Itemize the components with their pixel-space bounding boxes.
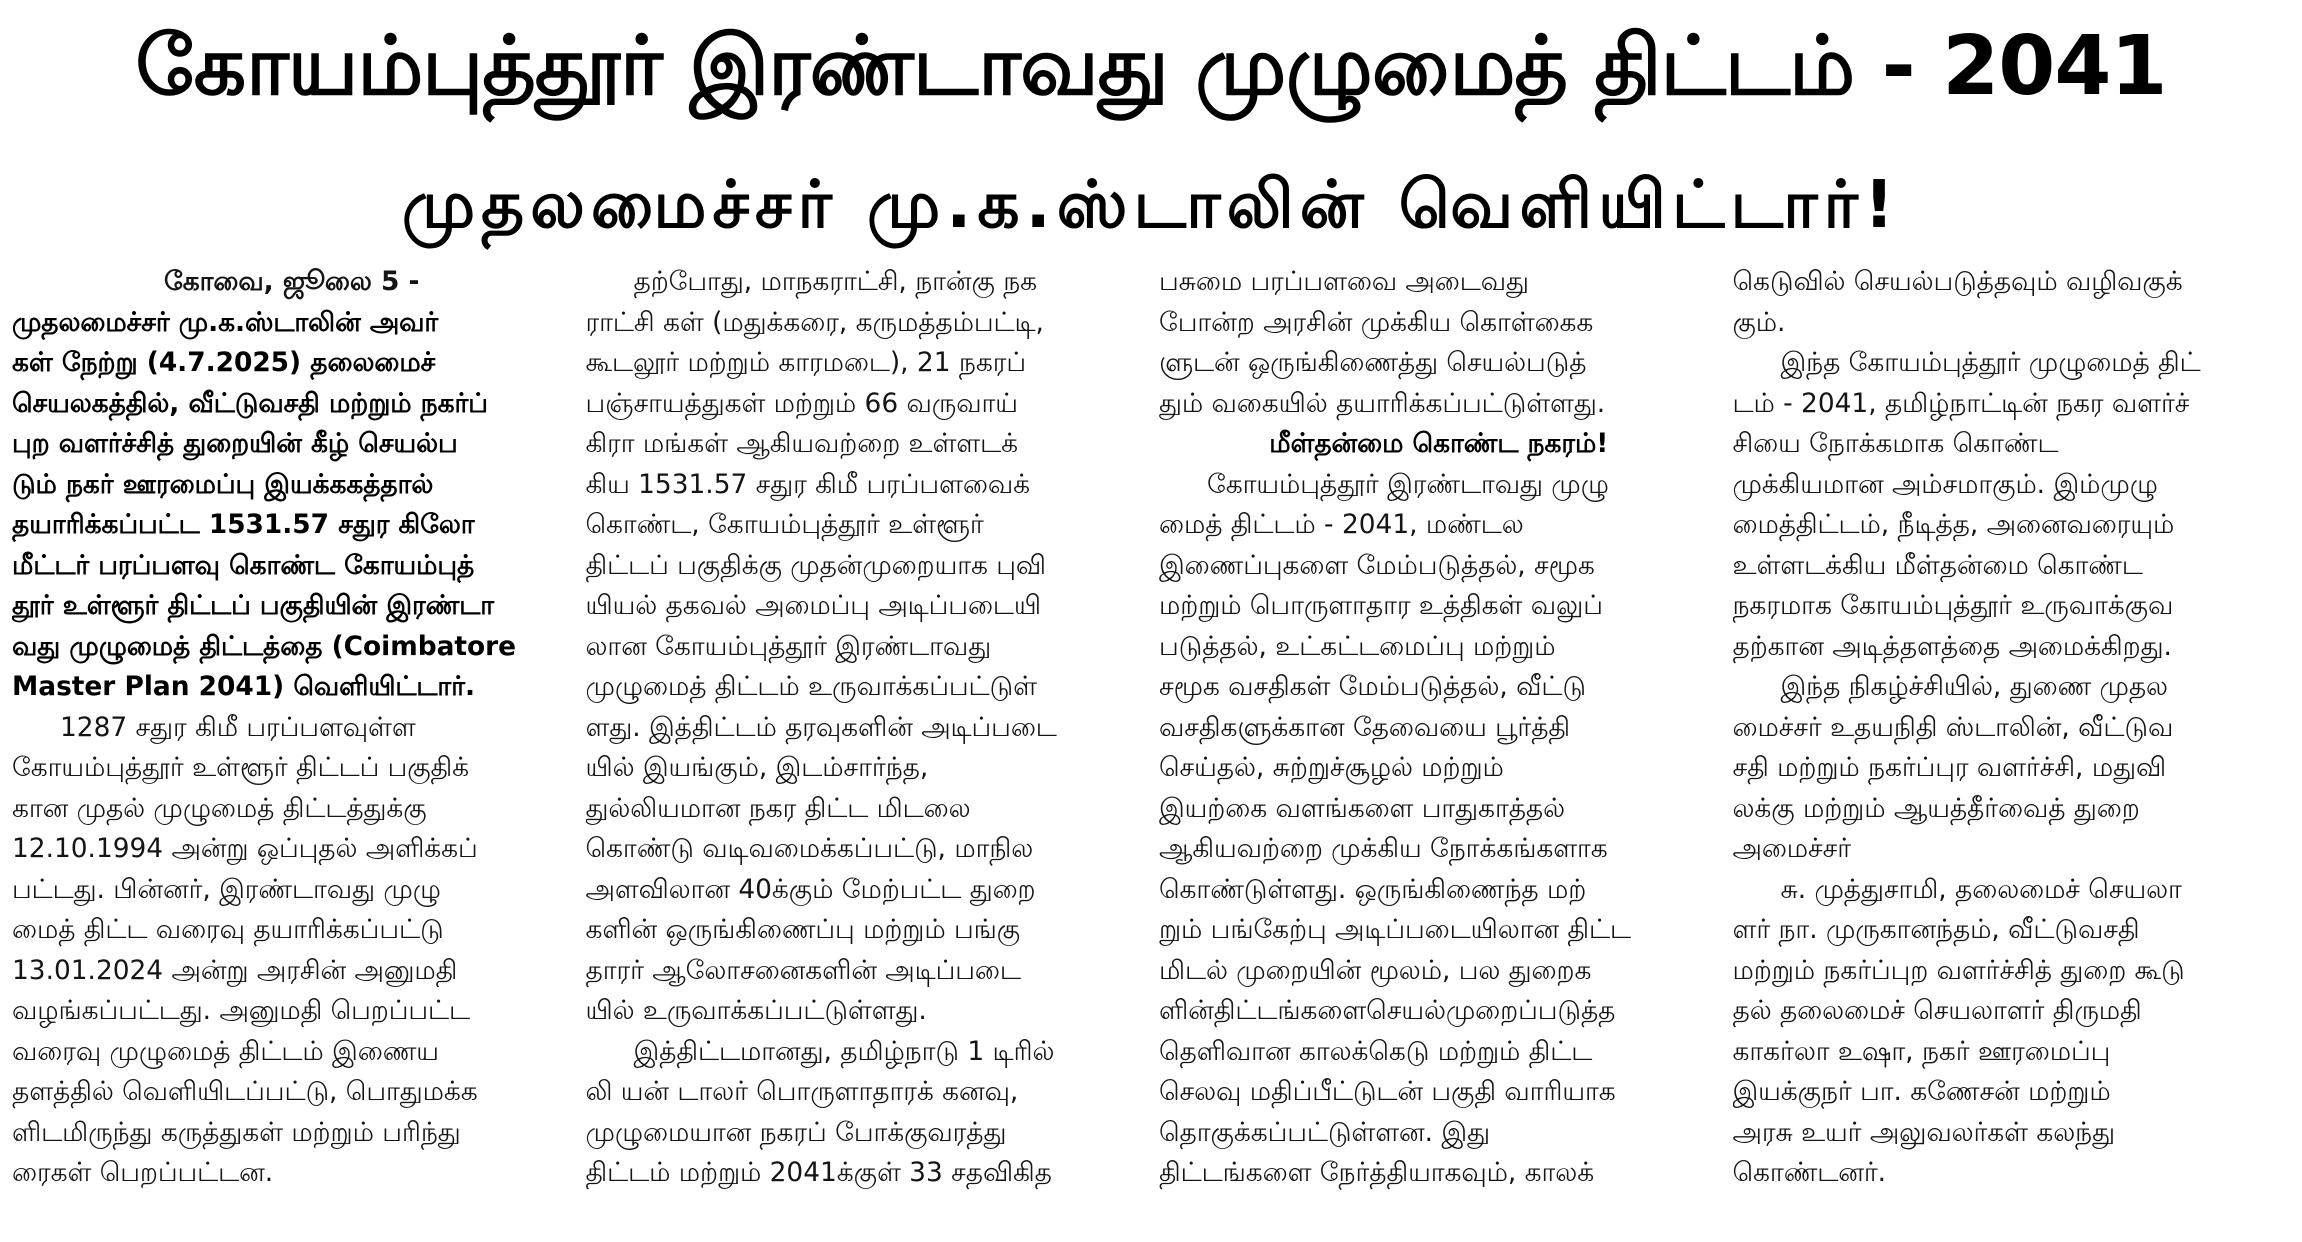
section-subhead: மீள்தன்மை கொண்ட நகரம்!: [1269, 428, 1609, 459]
text-line: லக்கு மற்றும் ஆயத்தீர்வைத் துறை: [1732, 792, 2140, 824]
text-line: ளிடமிருந்து கருத்துகள் மற்றும் பரிந்து: [12, 1116, 461, 1148]
text-line: கூடலூர் மற்றும் காரமடை), 21 நகரப்: [585, 347, 1026, 378]
body-paragraph: [1733, 870, 2293, 1194]
subheadline: முதலமைச்சர் மு.க.ஸ்டாலின் வெளியிட்டார்!: [401, 166, 1901, 243]
text-line: செயலகத்தில், வீட்டுவசதி மற்றும் நகர்ப்: [12, 387, 488, 419]
text-line: முக்கியமான அம்சமாகும். இம்முழு: [1732, 468, 2158, 500]
text-line: பட்டது. பின்னர், இரண்டாவது முழு: [12, 873, 441, 905]
body-paragraph: [1733, 343, 2293, 667]
text-line: முழுமைத் திட்டம் உருவாக்கப்பட்டுள்: [585, 671, 1037, 702]
headline: கோயம்புத்தூர் இரண்டாவது முழுமைத் திட்டம் - 2041: [135, 19, 2167, 114]
dateline: கோவை, ஜூலை 5 -: [164, 266, 420, 297]
text-line: முதலமைச்சர் மு.க.ஸ்டாலின் அவர்: [12, 306, 439, 338]
text-line: கிய 1531.57 சதுர கிமீ பரப்பளவைக்: [585, 468, 1030, 500]
body-paragraph: [12, 708, 572, 1194]
text-line: றும் பங்கேற்பு அடிப்படையிலான திட்ட: [1159, 914, 1632, 945]
text-line: கோயம்புத்தூர் இரண்டாவது முழு: [1207, 468, 1609, 500]
text-line: அளவிலான 40க்கும் மேற்பட்ட துறை: [585, 873, 1036, 905]
text-line: மிடல் முறையின் மூலம், பல துறைக: [1159, 954, 1592, 986]
text-line: சமூக வசதிகள் மேம்படுத்தல், வீட்டு: [1159, 671, 1586, 702]
text-line: வது முழுமைத் திட்டத்தை (Coimbatore: [12, 630, 517, 662]
text-line: இணைப்புகளை மேம்படுத்தல், சமூக: [1159, 549, 1595, 581]
text-line: மற்றும் பொருளாதார உத்திகள் வலுப்: [1159, 590, 1603, 621]
body-paragraph: [1159, 465, 1719, 1194]
text-line: வரைவு முழுமைத் திட்டம் இணைய: [12, 1035, 439, 1067]
text-line: கொண்டு வடிவமைக்கப்பட்டு, மாநில: [585, 833, 1034, 864]
text-line: போன்ற அரசின் முக்கிய கொள்கைக: [1159, 306, 1594, 338]
text-line: பஞ்சாயத்துகள் மற்றும் 66 வருவாய்: [585, 387, 1018, 419]
text-line: ளுடன் ஒருங்கிணைத்து செயல்படுத்: [1159, 347, 1587, 378]
text-line: துல்லியமான நகர திட்ட மிடலை: [585, 792, 971, 824]
text-line: டும் நகர் ஊரமைப்பு இயக்ககத்தால்: [12, 468, 434, 500]
text-line: இயக்குநர் பா. கணேசன் மற்றும்: [1732, 1076, 2111, 1107]
text-line: தல் தலைமைச் செயலாளர் திருமதி: [1732, 995, 2142, 1026]
text-line: அரசு உயர் அலுவலர்கள் கலந்து: [1732, 1116, 2115, 1148]
text-line: யில் உருவாக்கப்பட்டுள்ளது.: [585, 995, 927, 1026]
text-line: இயற்கை வளங்களை பாதுகாத்தல்: [1159, 792, 1566, 824]
text-line: Master Plan 2041) வெளியிட்டார்.: [12, 671, 476, 702]
text-line: புற வளர்ச்சித் துறையின் கீழ் செயல்ப: [12, 428, 458, 459]
text-line: தெளிவான காலக்கெடு மற்றும் திட்ட: [1159, 1035, 1593, 1067]
text-line: ளது. இத்திட்டம் தரவுகளின் அடிப்படை: [585, 711, 1057, 743]
text-line: சியை நோக்கமாக கொண்ட: [1732, 428, 2059, 459]
text-line: லி யன் டாலர் பொருளாதாரக் கனவு,: [585, 1076, 1019, 1107]
text-line: பசுமை பரப்பளவை அடைவது: [1159, 266, 1529, 297]
text-line: செலவு மதிப்பீட்டுடன் பகுதி வாரியாக: [1159, 1076, 1616, 1107]
text-line: தொகுக்கப்பட்டுள்ளன. இது: [1159, 1116, 1490, 1148]
text-line: முழுமையான நகரப் போக்குவரத்து: [585, 1116, 1007, 1148]
text-line: ளர் நா. முருகானந்தம், வீட்டுவசதி: [1732, 914, 2140, 945]
text-line: இத்திட்டமானது, தமிழ்நாடு 1 டிரில்: [633, 1035, 1055, 1067]
text-line: மீட்டர் பரப்பளவு கொண்ட கோயம்புத்: [12, 549, 475, 581]
text-line: கள் நேற்று (4.7.2025) தலைமைச்: [12, 347, 436, 378]
column-4: [1733, 262, 2293, 1240]
text-line: உள்ளடக்கிய மீள்தன்மை கொண்ட: [1732, 549, 2143, 581]
text-line: தூர் உள்ளூர் திட்டப் பகுதியின் இரண்டா: [12, 590, 495, 621]
text-line: தாரர் ஆலோசனைகளின் அடிப்படை: [585, 954, 1021, 986]
text-line: யில் இயங்கும், இடம்சார்ந்த,: [585, 752, 929, 783]
text-line: 1287 சதுர கிமீ பரப்பளவுள்ள: [60, 711, 416, 743]
text-line: திட்டம் மற்றும் 2041க்குள் 33 சதவிகித: [585, 1157, 1052, 1188]
text-line: தற்போது, மாநகராட்சி, நான்கு நக: [633, 266, 1038, 297]
text-line: தற்கான அடித்தளத்தை அமைக்கிறது.: [1732, 630, 2172, 662]
text-line: லான கோயம்புத்தூர் இரண்டாவது: [585, 630, 992, 662]
column-1: [12, 262, 572, 1240]
text-line: கான முதல் முழுமைத் திட்டத்துக்கு: [12, 792, 427, 824]
column-3: [1159, 262, 1719, 1240]
text-line: நகரமாக கோயம்புத்தூர் உருவாக்குவ: [1732, 590, 2174, 621]
text-line: இந்த நிகழ்ச்சியில், துணை முதல: [1780, 671, 2168, 702]
text-line: ளின்திட்டங்களைசெயல்முறைப்படுத்த: [1159, 995, 1616, 1026]
article-columns: [12, 262, 2292, 1240]
text-line: யியல் தகவல் அமைப்பு அடிப்படையி: [585, 590, 1042, 621]
text-line: அமைச்சர்: [1732, 833, 1852, 864]
text-line: வசதிகளுக்கான தேவையை பூர்த்தி: [1159, 711, 1571, 743]
text-line: படுத்தல், உட்கட்டமைப்பு மற்றும்: [1159, 630, 1556, 662]
lead-paragraph: [12, 303, 572, 708]
text-line: திட்டப் பகுதிக்கு முதன்முறையாக புவி: [585, 549, 1046, 581]
column-2: [586, 262, 1146, 1240]
text-line: மைத் திட்ட வரைவு தயாரிக்கப்பட்டு: [12, 914, 444, 945]
text-line: திட்டங்களை நேர்த்தியாகவும், காலக்: [1159, 1157, 1595, 1188]
text-line: மைத் திட்டம் - 2041, மண்டல: [1159, 509, 1524, 540]
text-line: இந்த கோயம்புத்தூர் முழுமைத் திட்: [1780, 347, 2201, 378]
body-paragraph: [1159, 262, 1719, 424]
body-paragraph: [586, 262, 1146, 1032]
text-line: கெடுவில் செயல்படுத்தவும் வழிவகுக்: [1732, 266, 2183, 297]
body-paragraph: [586, 1032, 1146, 1194]
text-line: தும் வகையில் தயாரிக்கப்பட்டுள்ளது.: [1159, 387, 1606, 419]
text-line: களின் ஒருங்கிணைப்பு மற்றும் பங்கு: [585, 914, 1021, 945]
text-line: வழங்கப்பட்டது. அனுமதி பெறப்பட்ட: [12, 995, 471, 1026]
text-line: கொண்டனர்.: [1732, 1157, 1887, 1188]
text-line: 12.10.1994 அன்று ஒப்புதல் அளிக்கப்: [12, 833, 478, 864]
text-line: கிரா மங்கள் ஆகியவற்றை உள்ளடக்: [585, 428, 1018, 459]
text-line: ரைகள் பெறப்பட்டன.: [12, 1157, 274, 1188]
text-line: தளத்தில் வெளியிடப்பட்டு, பொதுமக்க: [12, 1076, 478, 1107]
text-line: கும்.: [1732, 306, 1786, 338]
text-line: தயாரிக்கப்பட்ட 1531.57 சதுர கிலோ: [12, 509, 475, 540]
text-line: ராட்சி கள் (மதுக்கரை, கருமத்தம்பட்டி,: [585, 306, 1044, 338]
text-line: கொண்டுள்ளது. ஒருங்கிணைந்த மற்: [1159, 873, 1587, 905]
text-line: டம் - 2041, தமிழ்நாட்டின் நகர வளர்ச்: [1732, 387, 2190, 419]
text-line: கோயம்புத்தூர் உள்ளூர் திட்டப் பகுதிக்: [12, 752, 470, 783]
text-line: காகர்லா உஷா, நகர் ஊரமைப்பு: [1732, 1035, 2111, 1067]
text-line: மைத்திட்டம், நீடித்த, அனைவரையும்: [1732, 509, 2175, 540]
text-line: சதி மற்றும் நகர்ப்புர வளர்ச்சி, மதுவி: [1732, 752, 2166, 783]
text-line: மைச்சர் உதயநிதி ஸ்டாலின், வீட்டுவ: [1732, 711, 2174, 743]
text-line: 13.01.2024 அன்று அரசின் அனுமதி: [12, 954, 458, 986]
body-paragraph: [1733, 667, 2293, 870]
text-line: மற்றும் நகர்ப்புற வளர்ச்சித் துறை கூடு: [1732, 954, 2185, 986]
text-line: ஆகியவற்றை முக்கிய நோக்கங்களாக: [1159, 833, 1608, 864]
body-paragraph: [1733, 262, 2293, 343]
text-line: செய்தல், சுற்றுச்சூழல் மற்றும்: [1159, 752, 1504, 783]
text-line: சு. முத்துசாமி, தலைமைச் செயலா: [1780, 873, 2182, 905]
text-line: கொண்ட, கோயம்புத்தூர் உள்ளூர்: [585, 509, 984, 540]
